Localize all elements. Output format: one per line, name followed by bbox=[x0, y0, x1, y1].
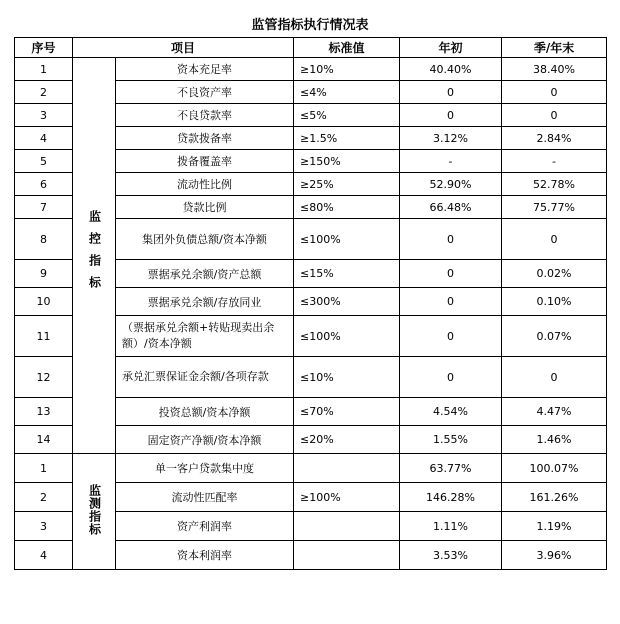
row-number: 4 bbox=[15, 541, 73, 570]
item-name: 资本利润率 bbox=[116, 541, 294, 570]
item-name: 流动性匹配率 bbox=[116, 483, 294, 512]
season-end-value: 0.07% bbox=[502, 316, 607, 357]
row-number: 14 bbox=[15, 426, 73, 454]
standard-value: ≤5% bbox=[294, 104, 400, 127]
standard-value: ≤4% bbox=[294, 81, 400, 104]
row-number: 13 bbox=[15, 398, 73, 426]
row-number: 6 bbox=[15, 173, 73, 196]
year-start-value: 66.48% bbox=[400, 196, 502, 219]
header-seq: 序号 bbox=[15, 38, 73, 58]
season-end-value: 4.47% bbox=[502, 398, 607, 426]
season-end-value: 2.84% bbox=[502, 127, 607, 150]
season-end-value: 0 bbox=[502, 104, 607, 127]
item-name: 资产利润率 bbox=[116, 512, 294, 541]
year-start-value: 146.28% bbox=[400, 483, 502, 512]
table-row bbox=[15, 454, 607, 483]
standard-value: ≥25% bbox=[294, 173, 400, 196]
row-number: 9 bbox=[15, 260, 73, 288]
item-name: 承兑汇票保证金余额/各项存款 bbox=[116, 357, 294, 398]
standard-value: ≤100% bbox=[294, 316, 400, 357]
standard-value: ≤80% bbox=[294, 196, 400, 219]
year-start-value: 40.40% bbox=[400, 58, 502, 81]
item-name: 单一客户贷款集中度 bbox=[116, 454, 294, 483]
item-name: 拨备覆盖率 bbox=[116, 150, 294, 173]
standard-value bbox=[294, 454, 400, 483]
row-number: 7 bbox=[15, 196, 73, 219]
row-number: 4 bbox=[15, 127, 73, 150]
item-name: 不良资产率 bbox=[116, 81, 294, 104]
season-end-value: 100.07% bbox=[502, 454, 607, 483]
category-label: 监控指标 bbox=[87, 209, 102, 298]
season-end-value: 52.78% bbox=[502, 173, 607, 196]
year-start-value: 0 bbox=[400, 104, 502, 127]
season-end-value: 75.77% bbox=[502, 196, 607, 219]
standard-value: ≤300% bbox=[294, 288, 400, 316]
header-item: 项目 bbox=[73, 38, 294, 58]
year-start-value: 3.12% bbox=[400, 127, 502, 150]
year-start-value: 52.90% bbox=[400, 173, 502, 196]
season-end-value: 0.10% bbox=[502, 288, 607, 316]
item-name: 投资总额/资本净额 bbox=[116, 398, 294, 426]
standard-value: ≥100% bbox=[294, 483, 400, 512]
item-name: 流动性比例 bbox=[116, 173, 294, 196]
standard-value bbox=[294, 541, 400, 570]
standard-value: ≤70% bbox=[294, 398, 400, 426]
year-start-value: 4.54% bbox=[400, 398, 502, 426]
year-start-value: 0 bbox=[400, 316, 502, 357]
season-end-value: 38.40% bbox=[502, 58, 607, 81]
header-row bbox=[15, 38, 607, 58]
row-number: 1 bbox=[15, 454, 73, 483]
item-name: 不良贷款率 bbox=[116, 104, 294, 127]
item-name: 资本充足率 bbox=[116, 58, 294, 81]
indicator-table bbox=[14, 37, 607, 570]
category-monitor-indicators bbox=[73, 454, 116, 570]
row-number: 3 bbox=[15, 104, 73, 127]
table-title: 监管指标执行情况表 bbox=[251, 18, 369, 33]
year-start-value: 1.55% bbox=[400, 426, 502, 454]
year-start-value: 63.77% bbox=[400, 454, 502, 483]
standard-value: ≤15% bbox=[294, 260, 400, 288]
table-row bbox=[15, 58, 607, 81]
header-season-end: 季/年末 bbox=[502, 38, 607, 58]
standard-value: ≥1.5% bbox=[294, 127, 400, 150]
table-body bbox=[15, 58, 607, 570]
header-standard: 标准值 bbox=[294, 38, 400, 58]
season-end-value: 161.26% bbox=[502, 483, 607, 512]
row-number: 8 bbox=[15, 219, 73, 260]
item-name: 贷款比例 bbox=[116, 196, 294, 219]
year-start-value: 0 bbox=[400, 260, 502, 288]
season-end-value: 3.96% bbox=[502, 541, 607, 570]
item-name: 贷款拨备率 bbox=[116, 127, 294, 150]
category-label: 监测指标 bbox=[87, 483, 102, 536]
standard-value: ≥150% bbox=[294, 150, 400, 173]
standard-value: ≤10% bbox=[294, 357, 400, 398]
header-year-start: 年初 bbox=[400, 38, 502, 58]
season-end-value: 0.02% bbox=[502, 260, 607, 288]
year-start-value: 0 bbox=[400, 357, 502, 398]
year-start-value: 0 bbox=[400, 288, 502, 316]
season-end-value: 1.19% bbox=[502, 512, 607, 541]
year-start-value: 1.11% bbox=[400, 512, 502, 541]
item-name: 票据承兑余额/存放同业 bbox=[116, 288, 294, 316]
row-number: 2 bbox=[15, 483, 73, 512]
standard-value: ≤100% bbox=[294, 219, 400, 260]
row-number: 12 bbox=[15, 357, 73, 398]
standard-value bbox=[294, 512, 400, 541]
item-name: （票据承兑余额+转贴现卖出余额）/资本净额 bbox=[116, 316, 294, 357]
row-number: 3 bbox=[15, 512, 73, 541]
row-number: 1 bbox=[15, 58, 73, 81]
season-end-value: 1.46% bbox=[502, 426, 607, 454]
row-number: 2 bbox=[15, 81, 73, 104]
item-name: 票据承兑余额/资产总额 bbox=[116, 260, 294, 288]
year-start-value: - bbox=[400, 150, 502, 173]
year-start-value: 0 bbox=[400, 81, 502, 104]
year-start-value: 3.53% bbox=[400, 541, 502, 570]
standard-value: ≤20% bbox=[294, 426, 400, 454]
year-start-value: 0 bbox=[400, 219, 502, 260]
season-end-value: - bbox=[502, 150, 607, 173]
category-control-indicators bbox=[73, 58, 116, 454]
item-name: 集团外负债总额/资本净额 bbox=[116, 219, 294, 260]
season-end-value: 0 bbox=[502, 219, 607, 260]
row-number: 5 bbox=[15, 150, 73, 173]
standard-value: ≥10% bbox=[294, 58, 400, 81]
season-end-value: 0 bbox=[502, 81, 607, 104]
row-number: 11 bbox=[15, 316, 73, 357]
item-name: 固定资产净额/资本净额 bbox=[116, 426, 294, 454]
row-number: 10 bbox=[15, 288, 73, 316]
season-end-value: 0 bbox=[502, 357, 607, 398]
